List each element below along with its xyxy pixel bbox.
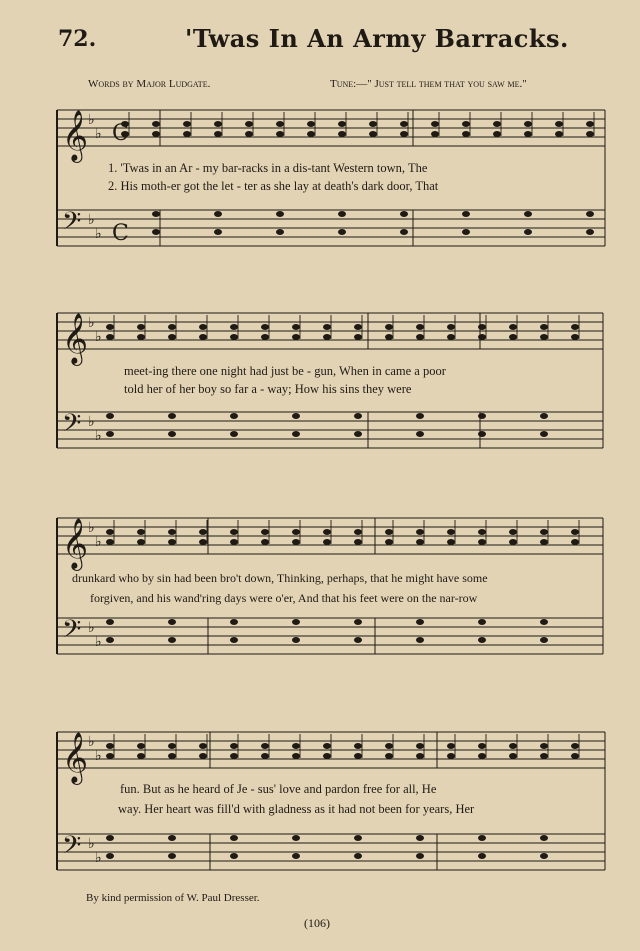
note-head: [168, 539, 176, 545]
note-head: [354, 637, 362, 643]
flat-icon: ♭: [95, 635, 102, 650]
note-head: [416, 835, 424, 841]
note-head: [354, 324, 362, 330]
note-head: [199, 334, 207, 340]
note-head: [369, 131, 377, 137]
note-head: [323, 334, 331, 340]
note-head: [540, 529, 548, 535]
note-head: [571, 753, 579, 759]
page-number: (106): [304, 916, 330, 930]
note-head: [586, 121, 594, 127]
note-head: [245, 131, 253, 137]
note-head: [416, 637, 424, 643]
note-head: [230, 743, 238, 749]
note-head: [447, 529, 455, 535]
note-head: [261, 334, 269, 340]
flat-icon: ♭: [95, 127, 102, 142]
note-head: [106, 835, 114, 841]
note-head: [540, 753, 548, 759]
note-head: [168, 753, 176, 759]
note-head: [571, 334, 579, 340]
note-head: [524, 131, 532, 137]
note-head: [230, 539, 238, 545]
note-head: [106, 743, 114, 749]
note-head: [478, 637, 486, 643]
note-head: [354, 413, 362, 419]
flat-icon: ♭: [95, 429, 102, 444]
note-head: [106, 853, 114, 859]
note-head: [199, 529, 207, 535]
note-head: [230, 619, 238, 625]
note-head: [385, 324, 393, 330]
lyric-system2-verse1: meet-ing there one night had just be - gun, When in came a poor: [124, 364, 446, 378]
note-head: [106, 753, 114, 759]
note-head: [540, 619, 548, 625]
note-head: [199, 753, 207, 759]
note-head: [586, 131, 594, 137]
tune-credit: Tune:—" Just tell them that you saw me.": [330, 78, 527, 90]
note-head: [416, 619, 424, 625]
note-head: [478, 529, 486, 535]
note-head: [571, 324, 579, 330]
note-head: [416, 324, 424, 330]
note-head: [292, 743, 300, 749]
note-head: [555, 131, 563, 137]
flat-icon: ♭: [88, 113, 95, 128]
note-head: [168, 835, 176, 841]
note-head: [183, 131, 191, 137]
note-head: [292, 753, 300, 759]
note-head: [106, 529, 114, 535]
note-head: [106, 334, 114, 340]
note-head: [462, 211, 470, 217]
note-head: [168, 413, 176, 419]
note-head: [385, 334, 393, 340]
note-head: [354, 853, 362, 859]
note-head: [338, 121, 346, 127]
treble-clef-icon: 𝄞: [62, 110, 89, 161]
note-head: [416, 853, 424, 859]
note-head: [400, 211, 408, 217]
lyric-system4-verse2: way. Her heart was fill'd with gladness as it had not been for years, Her: [118, 802, 475, 816]
note-head: [540, 539, 548, 545]
note-head: [354, 743, 362, 749]
note-head: [261, 753, 269, 759]
note-head: [447, 743, 455, 749]
note-head: [168, 334, 176, 340]
lyric-system4-verse1: fun. But as he heard of Je - sus' love and pardon free for all, He: [120, 782, 437, 796]
note-head: [106, 619, 114, 625]
note-head: [152, 211, 160, 217]
words-credit: Words by Major Ludgate.: [88, 78, 211, 90]
note-head: [416, 539, 424, 545]
flat-icon: ♭: [88, 521, 95, 536]
note-head: [400, 121, 408, 127]
note-head: [478, 324, 486, 330]
note-head: [292, 431, 300, 437]
note-head: [214, 131, 222, 137]
note-head: [137, 529, 145, 535]
note-head: [571, 539, 579, 545]
note-head: [400, 229, 408, 235]
note-head: [540, 853, 548, 859]
note-head: [292, 324, 300, 330]
flat-icon: ♭: [88, 213, 95, 228]
note-head: [354, 334, 362, 340]
note-head: [214, 121, 222, 127]
note-head: [152, 229, 160, 235]
note-head: [168, 529, 176, 535]
note-head: [276, 229, 284, 235]
bass-clef-icon: 𝄢: [62, 207, 82, 242]
note-head: [230, 835, 238, 841]
note-head: [509, 529, 517, 535]
note-head: [400, 131, 408, 137]
note-head: [431, 131, 439, 137]
note-head: [292, 637, 300, 643]
note-head: [354, 619, 362, 625]
common-time-icon: C: [112, 121, 129, 146]
note-head: [230, 324, 238, 330]
note-head: [571, 743, 579, 749]
note-head: [493, 121, 501, 127]
lyric-system3-verse1: drunkard who by sin had been bro't down, Thinking, perhaps, that he might have some: [72, 571, 488, 585]
note-head: [106, 637, 114, 643]
note-head: [323, 324, 331, 330]
common-time-icon: C: [112, 221, 129, 246]
note-head: [354, 431, 362, 437]
note-head: [261, 743, 269, 749]
note-head: [230, 753, 238, 759]
note-head: [431, 121, 439, 127]
note-head: [292, 539, 300, 545]
note-head: [137, 753, 145, 759]
note-head: [137, 743, 145, 749]
note-head: [478, 619, 486, 625]
note-head: [540, 431, 548, 437]
note-head: [199, 324, 207, 330]
hymn-title: 'Twas In An Army Barracks.: [185, 24, 569, 53]
note-head: [168, 324, 176, 330]
note-head: [354, 753, 362, 759]
bass-clef-icon: 𝄢: [62, 615, 82, 650]
note-head: [416, 529, 424, 535]
note-head: [524, 229, 532, 235]
flat-icon: ♭: [88, 837, 95, 852]
note-head: [447, 753, 455, 759]
note-head: [323, 539, 331, 545]
note-head: [276, 131, 284, 137]
note-head: [214, 211, 222, 217]
note-head: [261, 539, 269, 545]
note-head: [540, 637, 548, 643]
note-head: [586, 211, 594, 217]
note-head: [106, 324, 114, 330]
note-head: [292, 835, 300, 841]
note-head: [106, 539, 114, 545]
note-head: [540, 324, 548, 330]
note-head: [106, 413, 114, 419]
note-head: [524, 121, 532, 127]
note-head: [540, 835, 548, 841]
flat-icon: ♭: [95, 851, 102, 866]
note-head: [230, 334, 238, 340]
note-head: [292, 334, 300, 340]
note-head: [416, 413, 424, 419]
note-head: [478, 835, 486, 841]
note-head: [230, 431, 238, 437]
note-head: [168, 431, 176, 437]
note-head: [152, 131, 160, 137]
flat-icon: ♭: [95, 535, 102, 550]
note-head: [292, 619, 300, 625]
note-head: [478, 743, 486, 749]
note-head: [447, 539, 455, 545]
note-head: [416, 334, 424, 340]
note-head: [369, 121, 377, 127]
note-head: [493, 131, 501, 137]
note-head: [509, 539, 517, 545]
note-head: [524, 211, 532, 217]
note-head: [338, 211, 346, 217]
note-head: [230, 853, 238, 859]
note-head: [354, 539, 362, 545]
note-head: [261, 324, 269, 330]
note-head: [214, 229, 222, 235]
bass-clef-icon: 𝄢: [62, 409, 82, 444]
treble-clef-icon: 𝄞: [62, 313, 89, 364]
note-head: [540, 743, 548, 749]
note-head: [183, 121, 191, 127]
note-head: [385, 529, 393, 535]
note-head: [292, 413, 300, 419]
note-head: [199, 743, 207, 749]
note-head: [478, 853, 486, 859]
note-head: [478, 753, 486, 759]
note-head: [276, 211, 284, 217]
note-head: [261, 529, 269, 535]
note-head: [509, 753, 517, 759]
note-head: [447, 324, 455, 330]
note-head: [323, 753, 331, 759]
note-head: [323, 743, 331, 749]
note-head: [230, 637, 238, 643]
note-head: [292, 853, 300, 859]
note-head: [354, 835, 362, 841]
note-head: [447, 334, 455, 340]
note-head: [245, 121, 253, 127]
note-head: [106, 431, 114, 437]
note-head: [571, 529, 579, 535]
flat-icon: ♭: [95, 330, 102, 345]
treble-clef-icon: 𝄞: [62, 732, 89, 783]
note-head: [385, 539, 393, 545]
lyric-system3-verse2: forgiven, and his wand'ring days were o'er, And that his feet were on the nar-row: [90, 591, 478, 605]
note-head: [323, 529, 331, 535]
flat-icon: ♭: [88, 316, 95, 331]
note-head: [307, 131, 315, 137]
note-head: [385, 743, 393, 749]
note-head: [385, 753, 393, 759]
note-head: [462, 131, 470, 137]
note-head: [230, 529, 238, 535]
note-head: [307, 121, 315, 127]
note-head: [478, 334, 486, 340]
bass-clef-icon: 𝄢: [62, 831, 82, 866]
note-head: [230, 413, 238, 419]
flat-icon: ♭: [88, 735, 95, 750]
flat-icon: ♭: [95, 749, 102, 764]
note-head: [137, 334, 145, 340]
lyric-system1-verse2: 2. His moth-er got the let - ter as she lay at death's dark door, That: [108, 179, 439, 193]
note-head: [276, 121, 284, 127]
note-head: [540, 334, 548, 340]
note-head: [478, 539, 486, 545]
flat-icon: ♭: [88, 415, 95, 430]
flat-icon: ♭: [88, 621, 95, 636]
hymn-number: 72.: [58, 26, 97, 52]
flat-icon: ♭: [95, 227, 102, 242]
note-head: [354, 529, 362, 535]
note-head: [137, 324, 145, 330]
treble-clef-icon: 𝄞: [62, 518, 89, 569]
lyric-system2-verse2: told her of her boy so far a - way; How his sins they were: [124, 382, 412, 396]
note-head: [416, 431, 424, 437]
note-head: [462, 121, 470, 127]
note-head: [509, 743, 517, 749]
note-head: [168, 637, 176, 643]
note-head: [416, 743, 424, 749]
note-head: [152, 121, 160, 127]
note-head: [168, 853, 176, 859]
note-head: [478, 431, 486, 437]
note-head: [509, 324, 517, 330]
lyric-system1-verse1: 1. 'Twas in an Ar - my bar-racks in a dis-tant Western town, The: [108, 161, 428, 175]
note-head: [338, 131, 346, 137]
note-head: [199, 539, 207, 545]
note-head: [168, 743, 176, 749]
note-head: [586, 229, 594, 235]
note-head: [462, 229, 470, 235]
note-head: [478, 413, 486, 419]
note-head: [416, 753, 424, 759]
note-head: [292, 529, 300, 535]
permission-note: By kind permission of W. Paul Dresser.: [86, 892, 260, 904]
note-head: [338, 229, 346, 235]
note-head: [540, 413, 548, 419]
note-head: [555, 121, 563, 127]
note-head: [137, 539, 145, 545]
note-head: [509, 334, 517, 340]
note-head: [168, 619, 176, 625]
